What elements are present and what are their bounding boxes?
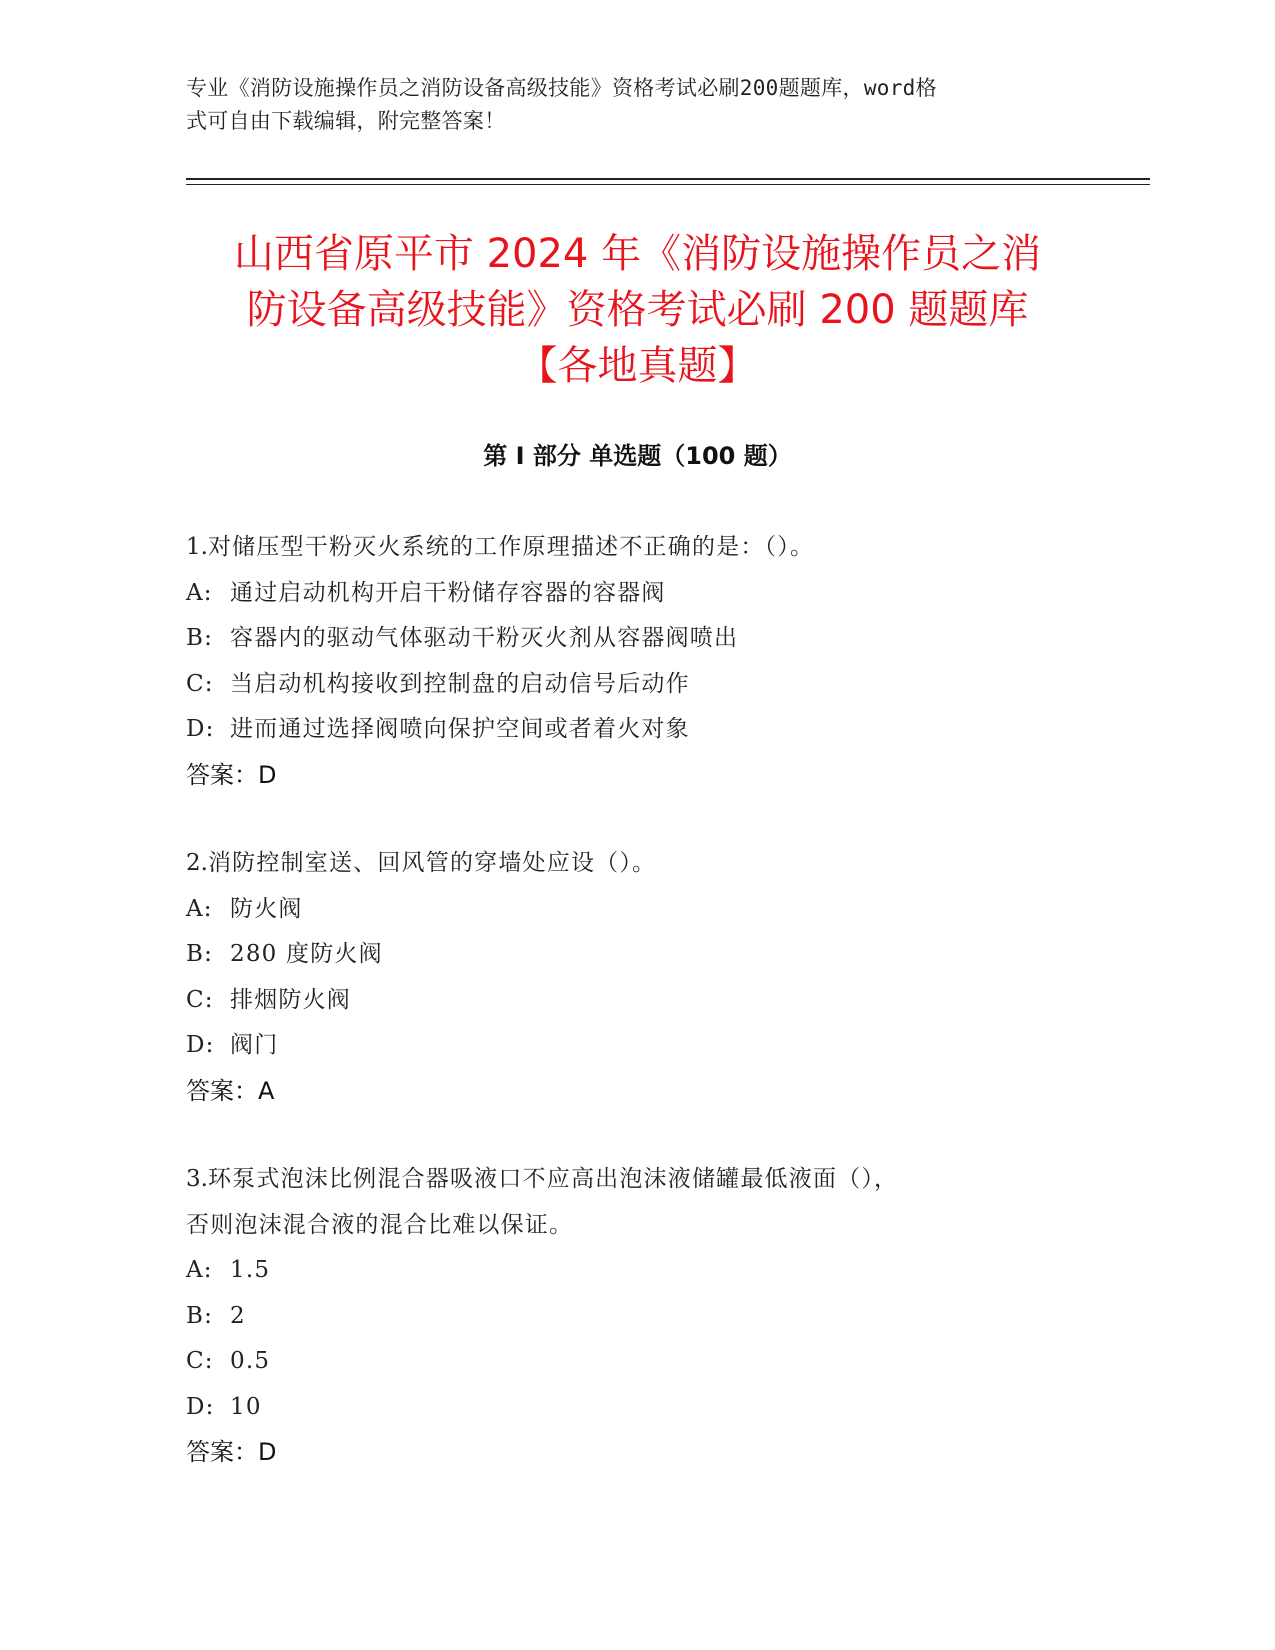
- option-a: [186, 571, 1086, 617]
- option-key: A:: [186, 579, 213, 606]
- question-stem-text: 消防控制室送、回风管的穿墙处应设（）。: [207, 850, 657, 876]
- option-key: C:: [186, 670, 214, 697]
- question-stem-continued: 否则泡沫混合液的混合比难以保证。: [186, 1211, 574, 1238]
- document-title-line-2: 防设备高级技能》资格考试必刷 200 题题库: [246, 287, 1029, 333]
- header-rule-thin: [186, 184, 1150, 185]
- question-stem: [186, 841, 1086, 887]
- header-rule-thick: [186, 178, 1150, 180]
- option-c: [186, 978, 1086, 1024]
- option-d: [186, 1023, 1086, 1069]
- option-d: [186, 707, 1086, 753]
- answer: 答案：A: [186, 1076, 275, 1105]
- answer: 答案：D: [186, 1438, 277, 1466]
- option-text: 通过启动机构开启干粉储存容器的容器阀: [230, 579, 666, 606]
- option-text: 阀门: [230, 1032, 279, 1058]
- option-key: A:: [186, 1257, 213, 1283]
- question-number: 1.: [186, 534, 208, 560]
- option-b: [186, 932, 1086, 978]
- option-a: [186, 1248, 1086, 1294]
- option-text: 2: [230, 1302, 246, 1329]
- option-text: 防火阀: [230, 895, 303, 922]
- question-3: [186, 1157, 1086, 1476]
- option-key: D:: [186, 1393, 215, 1420]
- option-text: 0.5: [230, 1348, 271, 1374]
- option-d: [186, 1385, 1086, 1431]
- option-text: 排烟防火阀: [230, 986, 351, 1013]
- question-2: [186, 841, 1086, 1114]
- question-stem: [186, 1157, 1086, 1203]
- option-key: B:: [186, 941, 214, 967]
- header-note-line-1: 专业《消防设施操作员之消防设备高级技能》资格考试必刷200题题库，word格: [186, 76, 937, 100]
- section-title: 第 I 部分 单选题（100 题）: [483, 442, 792, 470]
- option-b: [186, 616, 1086, 662]
- option-c: [186, 1339, 1086, 1385]
- option-key: A:: [186, 895, 213, 922]
- option-text: 1.5: [230, 1257, 271, 1283]
- option-key: D:: [186, 1032, 215, 1058]
- question-1: [186, 525, 1086, 798]
- option-key: B:: [186, 1302, 214, 1329]
- document-title-line-1: 山西省原平市 2024 年《消防设施操作员之消: [233, 231, 1042, 277]
- option-key: C:: [186, 1348, 214, 1374]
- option-text: 进而通过选择阀喷向保护空间或者着火对象: [230, 716, 690, 742]
- option-b: [186, 1294, 1086, 1340]
- option-key: D:: [186, 716, 215, 742]
- option-key: C:: [186, 986, 214, 1013]
- answer: 答案：D: [186, 760, 277, 789]
- option-text: 当启动机构接收到控制盘的启动信号后动作: [230, 670, 690, 697]
- option-c: [186, 662, 1086, 708]
- option-a: [186, 887, 1086, 933]
- question-stem-text: 对储压型干粉灭火系统的工作原理描述不正确的是：（）。: [207, 534, 815, 560]
- question-number: 3.: [186, 1166, 208, 1192]
- header-note: [186, 72, 1066, 138]
- question-list: [186, 525, 1086, 1519]
- question-number: 2.: [186, 850, 208, 876]
- option-key: B:: [186, 625, 214, 651]
- option-text: 10: [230, 1393, 262, 1420]
- option-text: 280 度防火阀: [230, 941, 383, 967]
- question-stem: [186, 525, 1086, 571]
- option-text: 容器内的驱动气体驱动干粉灭火剂从容器阀喷出: [230, 625, 739, 651]
- header-note-line-2: 式可自由下载编辑，附完整答案！: [186, 109, 506, 133]
- document-title: [140, 226, 1135, 394]
- document-title-line-3: 【各地真题】: [517, 343, 758, 389]
- question-stem-text: 环泵式泡沫比例混合器吸液口不应高出泡沫液储罐最低液面（），: [207, 1166, 899, 1192]
